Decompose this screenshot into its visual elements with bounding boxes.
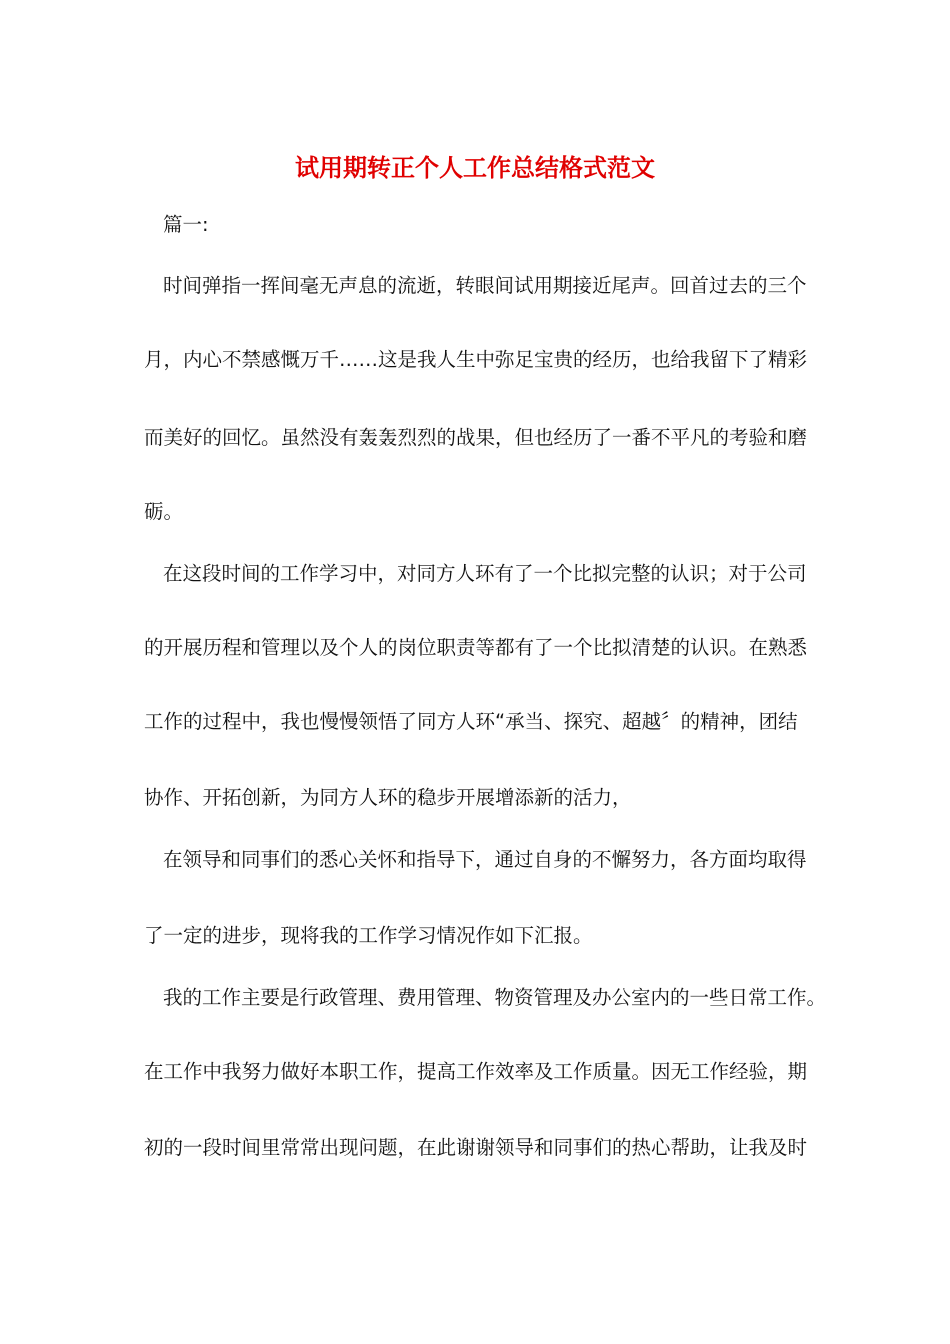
- paragraph-line: 月，内心不禁感慨万千……这是我人生中弥足宝贵的经历，也给我留下了精彩: [144, 348, 808, 371]
- paragraph-line: 时间弹指一挥间毫无声息的流逝，转眼间试用期接近尾声。回首过去的三个: [163, 274, 807, 297]
- paragraph-line: 的开展历程和管理以及个人的岗位职责等都有了一个比拟清楚的认识。在熟悉: [144, 636, 808, 659]
- paragraph-line: 在领导和同事们的悉心关怀和指导下，通过自身的不懈努力，各方面均取得: [163, 848, 807, 871]
- paragraph-line: 在这段时间的工作学习中，对同方人环有了一个比拟完整的认识；对于公司: [163, 562, 807, 585]
- paragraph-line: 而美好的回忆。虽然没有轰轰烈烈的战果，但也经历了一番不平凡的考验和磨: [144, 426, 808, 449]
- paragraph-line: 在工作中我努力做好本职工作，提高工作效率及工作质量。因无工作经验，期: [144, 1060, 808, 1083]
- paragraph-line: 砺。: [144, 500, 184, 523]
- paragraph-line: 初的一段时间里常常出现问题，在此谢谢领导和同事们的热心帮助，让我及时: [144, 1136, 808, 1159]
- paragraph-line: 协作、开拓创新，为同方人环的稳步开展增添新的活力，: [144, 786, 632, 809]
- section-heading: 篇一:: [163, 213, 209, 236]
- paragraph-line: 我的工作主要是行政管理、费用管理、物资管理及办公室内的一些日常工作。: [163, 986, 827, 1009]
- paragraph-line: 了一定的进步，现将我的工作学习情况作如下汇报。: [144, 924, 593, 947]
- document-title: 试用期转正个人工作总结格式范文: [295, 153, 655, 182]
- paragraph-line: 工作的过程中，我也慢慢领悟了同方人环“承当、探究、超越〞的精神，团结: [144, 710, 798, 733]
